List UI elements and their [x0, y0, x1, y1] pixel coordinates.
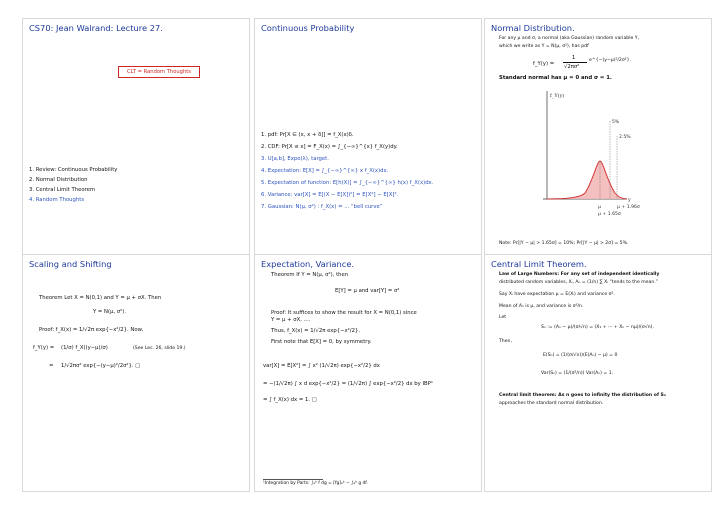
lln-line-2: distributed random variables, Xᵢ, Aₙ = (1/n) ∑ Xᵢ “tends to the mean.” [499, 280, 659, 285]
proof-line: First note that E[X] = 0, by symmetry. [271, 339, 372, 345]
pdf-denominator: √2πσ² [564, 64, 580, 70]
slide-title: Scaling and Shifting [29, 259, 112, 269]
proof-line: Thus, f_X(x) = 1/√2π exp{−x²/2}. [271, 328, 361, 334]
slide-lecture-title [22, 18, 250, 256]
let-label: Let [499, 315, 507, 320]
list-item: 7. Gaussian: N(μ, σ²) : f_X(x) = ... “bell curve” [261, 204, 383, 210]
eq-lhs: = [49, 363, 54, 369]
agenda-item: 4. Random Thoughts [29, 197, 85, 203]
agenda-item: 3. Central Limit Theorem [29, 187, 96, 193]
pdf-exponent: e^{−(y−μ)²/2σ²}. [589, 58, 631, 63]
sn-expectation: E(Sₙ) = (1/(σ/√n))(E(Aₙ) − μ) = 0 [543, 353, 618, 358]
list-item: 6. Variance: var[X] = E[(X − E[X])²] = E[X²] − E[X]². [261, 192, 399, 198]
proof-line: Proof: f_X(x) = 1/√2π exp{−x²/2}. Now, [39, 327, 144, 333]
slide-title: Central Limit Theorem. [491, 259, 587, 269]
list-item: 3. U[a,b], Expo(λ), target. [261, 156, 329, 162]
mean-variance: Mean of Aₙ is μ, and variance is σ²/n. [499, 304, 584, 309]
axis-y-label: f_Y(y) [550, 93, 565, 99]
footnote: ¹Integration by Parts: ∫ₐᵇ f dg = [fg]ₐᵇ − ∫ₐᵇ g df. [263, 481, 368, 486]
sn-variance: Var(Sₙ) = (1/(σ²/n)) Var(Aₙ) = 1. [541, 371, 614, 376]
lln-line [499, 272, 659, 278]
sn-definition: Sₙ := (Aₙ − μ)/(σ/√n) = (X₁ + ··· + Xₙ − nμ)/(σ√n). [541, 325, 654, 330]
slide-title: CS70: Jean Walrand: Lecture 27. [29, 23, 163, 33]
bell-curve-figure [485, 81, 713, 231]
footnote-rule [263, 479, 323, 480]
list-item: 2. CDF: Pr[X ≤ x] = F_X(x) = ∫_{−∞}^{x} f_X(y)dy. [261, 144, 398, 150]
variance-step: = −(1/√2π) ∫ x d exp{−x²/2} = (1/√2π) ∫ exp{−x²/2} dx by IBP¹ [263, 381, 433, 387]
mu-label: μ [598, 205, 601, 210]
clt-statement-2: approaches the standard normal distribution. [499, 401, 604, 406]
assumption: Say Xᵢ have expectation μ = E(Xᵢ) and variance σ². [499, 292, 615, 297]
lln-line-1: Law of Large Numbers: For any set of independent identically [499, 272, 660, 277]
mu-165-label: μ + 1.65σ [598, 212, 621, 217]
standard-normal-note: Standard normal has μ = 0 and σ = 1. [499, 75, 612, 81]
slide-normal-distribution [484, 18, 712, 256]
clt-statement: Central limit theorem: As n goes to infinity the distribution of Sₙ [499, 393, 666, 398]
tail-probability-note: Note: Pr[|Y − μ| > 1.65σ] = 10%; Pr[|Y − μ| > 2σ] = 5%. [499, 241, 629, 246]
then-label: Then, [499, 339, 512, 344]
axis-x-label: y [628, 197, 631, 203]
intro-line: which we write as Y = N(μ, σ²), has pdf [499, 44, 589, 49]
eq-lhs: f_Y(y) = [33, 345, 55, 351]
intro-line: For any μ and σ, a normal (aka Gaussian) random variable Y, [499, 36, 640, 41]
theorem: Theorem Let X = N(0,1) and Y = μ + σX. Then [39, 295, 162, 301]
proof-line: Proof: It suffices to show the result for X = N(0,1) since [271, 310, 417, 316]
variance-step: = ∫ f_X(x) dx = 1. □ [263, 397, 317, 403]
agenda-item: 1. Review: Continuous Probability [29, 167, 118, 173]
theorem: Theorem If Y = N(μ, σ²), then [271, 272, 349, 278]
slide-continuous-probability [254, 18, 482, 256]
theorem-result: E[Y] = μ and var[Y] = σ² [335, 288, 400, 294]
pdf-label: f_Y(y) = [533, 61, 555, 67]
eq-rhs: (1/σ) f_X((y−μ)/σ) [61, 345, 108, 351]
proof-line: Y = μ + σX, .... [271, 317, 311, 323]
slide-central-limit-theorem [484, 254, 712, 492]
variance-step: var[X] = E[X²] = ∫ x² (1/√2π) exp{−x²/2} dx [263, 363, 380, 369]
slide-expectation-variance [254, 254, 482, 492]
clt-box: CLT = Random Thoughts [118, 66, 200, 78]
slide-title: Normal Distribution. [491, 23, 575, 33]
slide-title: Continuous Probability [261, 23, 355, 33]
list-item: 1. pdf: Pr[X ∈ (x, x + δ]] = f_X(x)δ. [261, 132, 354, 138]
pdf-numerator: 1 [572, 55, 576, 61]
tail-2-5pct: 2.5% [619, 135, 631, 140]
mu-196-label: μ + 1.96σ [617, 205, 640, 210]
pdf-fraction-bar [563, 62, 587, 63]
slide-scaling-shifting [22, 254, 250, 492]
list-item: 4. Expectation: E[X] = ∫_{−∞}^{∞} x f_X(x)dx. [261, 168, 389, 174]
agenda-item: 2. Normal Distribution [29, 177, 88, 183]
eq-rhs: 1/√2πσ² exp{−(y−μ)²/2σ²}. □ [61, 363, 141, 369]
theorem-result: Y = N(μ, σ²). [93, 309, 127, 315]
slide-title: Expectation, Variance. [261, 259, 355, 269]
eq-comment: (See Lec. 26, slide 19.) [133, 346, 186, 351]
tail-5pct: 5% [612, 120, 620, 125]
list-item: 5. Expectation of function: E[h(X)] = ∫_{−∞}^{∞} h(x) f_X(x)dx. [261, 180, 434, 186]
